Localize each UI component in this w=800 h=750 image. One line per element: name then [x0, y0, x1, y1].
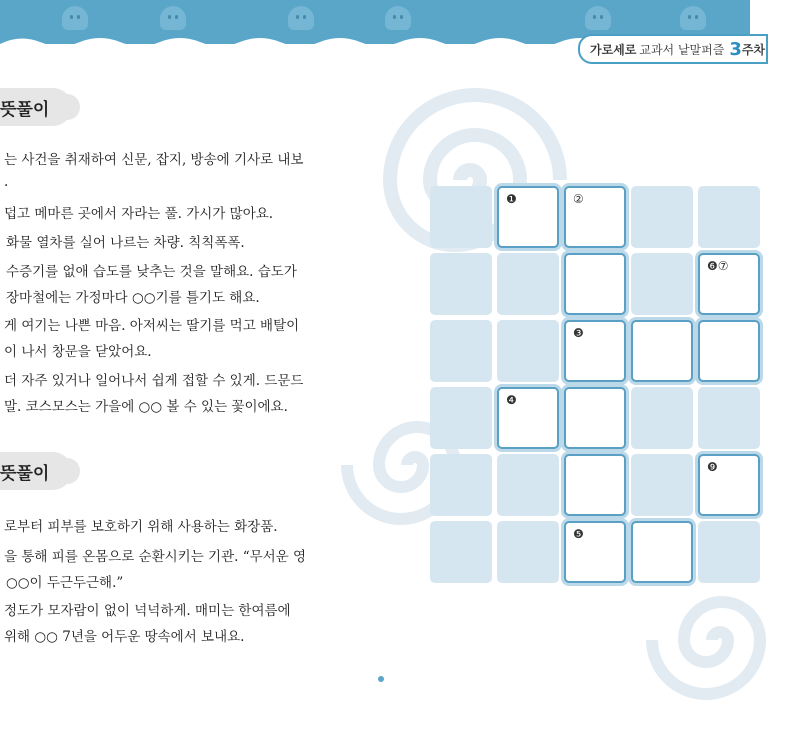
- blank-cell: [497, 253, 559, 315]
- clue-number: ❺: [573, 527, 584, 541]
- blank-cell: [430, 253, 492, 315]
- clue-line: 덥고 메마른 곳에서 자라는 풀. 가시가 많아요.: [4, 206, 274, 222]
- ghost-icon: [585, 6, 611, 30]
- clue-number: ❸: [573, 326, 584, 340]
- clue-line: ○○이 두근두근해.”: [6, 575, 124, 591]
- blank-cell: [497, 454, 559, 516]
- clue-line: 정도가 모자람이 없이 넉넉하게. 매미는 한여름에: [4, 603, 291, 619]
- clue-line: 장마철에는 가정마다 ○○기를 틀기도 해요.: [6, 290, 260, 306]
- clue-line: 는 사건을 취재하여 신문, 잡지, 방송에 기사로 내보: [4, 152, 304, 168]
- clue-number: ❹: [506, 393, 517, 407]
- page-title-tab: [578, 34, 768, 64]
- clue-line: 수증기를 없애 습도를 낮추는 것을 말해요. 습도가: [6, 264, 297, 280]
- blank-cell: [631, 454, 693, 516]
- blank-cell: [631, 186, 693, 248]
- blank-cell: [631, 253, 693, 315]
- clue-number: ②: [573, 192, 584, 206]
- blank-cell: [430, 186, 492, 248]
- ghost-icon: [160, 6, 186, 30]
- clue-line: 화물 열차를 실어 나르는 차량. 칙칙폭폭.: [6, 235, 245, 251]
- section-heading-text: 뜻풀이: [0, 99, 50, 120]
- ghost-icon: [680, 6, 706, 30]
- blank-cell: [430, 320, 492, 382]
- clue-line: 이 나서 창문을 닫았어요.: [4, 344, 152, 360]
- clue-line: .: [4, 174, 9, 190]
- answer-cell[interactable]: [564, 521, 626, 583]
- answer-cell[interactable]: [564, 320, 626, 382]
- answer-cell[interactable]: [564, 387, 626, 449]
- blank-cell: [430, 454, 492, 516]
- section-heading-text: 뜻풀이: [0, 463, 50, 484]
- clue-line: 더 자주 있거나 일어나서 쉽게 접할 수 있게. 드문드: [4, 373, 304, 389]
- page-dot: [378, 676, 384, 682]
- clue-line: 게 여기는 나쁜 마음. 아저씨는 딸기를 먹고 배탈이: [4, 318, 300, 334]
- blank-cell: [497, 521, 559, 583]
- week-suffix: 주차: [741, 42, 766, 57]
- clue-line: 위해 ○○ 7년을 어두운 땅속에서 보내요.: [4, 629, 245, 645]
- title-small: 교과서 낱말퍼즐: [639, 42, 725, 57]
- blank-cell: [430, 387, 492, 449]
- answer-cell[interactable]: [497, 186, 559, 248]
- clue-number: ❾: [707, 460, 718, 474]
- blank-cell: [698, 521, 760, 583]
- answer-cell[interactable]: [631, 320, 693, 382]
- blank-cell: [497, 320, 559, 382]
- ghost-icon: [288, 6, 314, 30]
- week-number: 3: [729, 38, 742, 60]
- swirl-decoration: [640, 560, 800, 720]
- answer-cell[interactable]: [497, 387, 559, 449]
- answer-cell[interactable]: [698, 253, 760, 315]
- title-bold: 가로세로: [590, 42, 637, 57]
- answer-cell[interactable]: [698, 454, 760, 516]
- blank-cell: [631, 387, 693, 449]
- blank-cell: [698, 186, 760, 248]
- blank-cell: [430, 521, 492, 583]
- answer-cell[interactable]: [698, 320, 760, 382]
- clue-line: 말. 코스모스는 가을에 ○○ 볼 수 있는 꽃이에요.: [4, 399, 288, 415]
- answer-cell[interactable]: [564, 186, 626, 248]
- clue-line: 을 통해 피를 온몸으로 순환시키는 기관. “무서운 영: [4, 549, 307, 565]
- ghost-icon: [62, 6, 88, 30]
- section-heading-across: [0, 88, 72, 126]
- clue-line: 로부터 피부를 보호하기 위해 사용하는 화장품.: [4, 519, 278, 535]
- ghost-icon: [385, 6, 411, 30]
- answer-cell[interactable]: [564, 454, 626, 516]
- answer-cell[interactable]: [564, 253, 626, 315]
- section-heading-down: [0, 452, 72, 490]
- clue-number: ❻⑦: [707, 259, 729, 273]
- blank-cell: [698, 387, 760, 449]
- clue-number: ❶: [506, 192, 517, 206]
- answer-cell[interactable]: [631, 521, 693, 583]
